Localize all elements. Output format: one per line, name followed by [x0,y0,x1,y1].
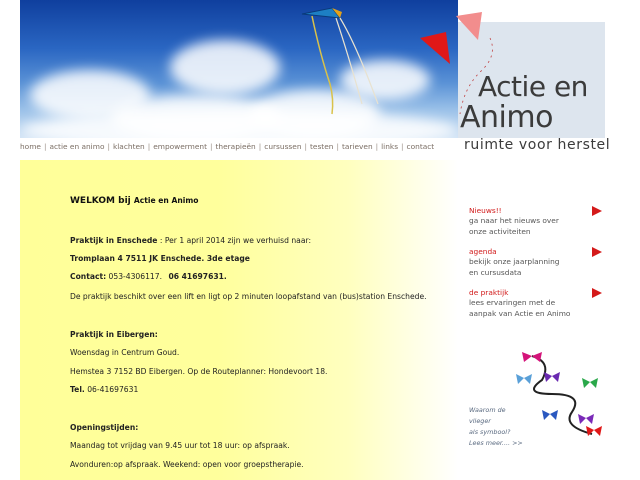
nav-separator: | [304,142,308,151]
nav-separator: | [43,142,47,151]
kite-bows-icon[interactable] [512,348,608,438]
nav-item-testen[interactable]: testen [310,142,334,151]
eibergen-address: Hemstea 3 7152 BD Eibergen. Op de Routeplanner: Hondevoort 18. [70,367,328,376]
kite-caption[interactable] [469,405,523,449]
sidebar-item-desc: aanpak van Actie en Animo [469,309,571,318]
sidebar-item-desc: bekijk onze jaarplanning [469,257,560,266]
eibergen-heading: Praktijk in Eibergen: [70,330,158,339]
nav-separator: | [375,142,379,151]
hours-weekdays: Maandag tot vrijdag van 9.45 uur tot 18 uur: op afspraak. [70,441,290,450]
kite-caption-line: vlieger [469,417,491,425]
nav-separator: | [258,142,262,151]
nav-separator: | [147,142,151,151]
kite-caption-line: Waarom de [469,406,506,414]
enschede-intro: : Per 1 april 2014 zijn we verhuisd naar: [157,236,312,245]
nav-item-actie-en-animo[interactable]: actie en animo [49,142,105,151]
sky-kite-icon [290,4,410,134]
nav-separator: | [210,142,213,151]
welcome-brand: Actie en Animo [133,196,199,205]
sidebar-item-desc: onze activiteiten [469,227,531,236]
nav-separator: | [401,142,404,151]
tel-value: 06-41697631 [84,385,139,394]
enschede-address: Tromplaan 4 7511 JK Enschede. 3de etage [70,254,250,263]
sidebar-item-title[interactable]: agenda [469,247,497,256]
contact-phone2: 06 41697631. [168,272,227,281]
nav-item-cursussen[interactable]: cursussen [264,142,302,151]
sidebar-item-desc: ga naar het nieuws over [469,216,559,225]
read-more-link[interactable]: Lees meer.... >> [469,439,523,447]
kite-caption-line: als symbool? [469,428,511,436]
nav-item-links[interactable]: links [381,142,399,151]
sidebar-item-desc: lees ervaringen met de [469,298,556,307]
tel-line [70,385,138,394]
main-content-panel [20,160,458,480]
hours-heading: Openingstijden: [70,423,139,432]
contact-phone1: 053-4306117. [106,272,163,281]
arrow-right-icon[interactable] [592,206,602,216]
header-sky-banner [20,0,458,138]
logo-line2: Animo [460,100,553,135]
contact-line [70,272,227,281]
page-title [70,196,199,206]
sidebar-item-agenda[interactable] [469,247,599,278]
arrow-right-icon[interactable] [592,247,602,257]
welcome-prefix: WELKOM bij [70,196,131,206]
eibergen-day: Woensdag in Centrum Goud. [70,348,180,357]
nav-separator: | [107,142,110,151]
nav-item-contact[interactable]: contact [406,142,435,151]
nav-item-therapieen[interactable]: therapieën [215,142,256,151]
sidebar-item-nieuws[interactable] [469,206,599,237]
sidebar-item-title[interactable]: de praktijk [469,288,509,297]
contact-label: Contact: [70,272,107,281]
nav-item-tarieven[interactable]: tarieven [341,142,373,151]
enschede-heading: Praktijk in Enschede [70,236,158,245]
hours-evening: Avonduren:op afspraak. Weekend: open voor groepstherapie. [70,460,304,469]
nav-separator: | [336,142,339,151]
sidebar-item-de-praktijk[interactable] [469,288,599,319]
logo-tagline: ruimte voor herstel [464,137,611,153]
nav-item-home[interactable]: home [20,142,41,151]
lift-text: De praktijk beschikt over een lift en ligt op 2 minuten loopafstand van (bus)station Enschede. [70,292,427,301]
nav-item-empowerment[interactable]: empowerment [153,142,208,151]
arrow-right-icon[interactable] [592,288,602,298]
enschede-intro-line [70,236,311,245]
sidebar-item-desc: en cursusdata [469,268,522,277]
logo-line1: Actie en [478,70,588,103]
tel-label: Tel. [70,385,85,394]
nav-item-klachten[interactable]: klachten [112,142,145,151]
sidebar-item-title[interactable]: Nieuws!! [469,206,502,215]
main-nav [20,142,450,154]
